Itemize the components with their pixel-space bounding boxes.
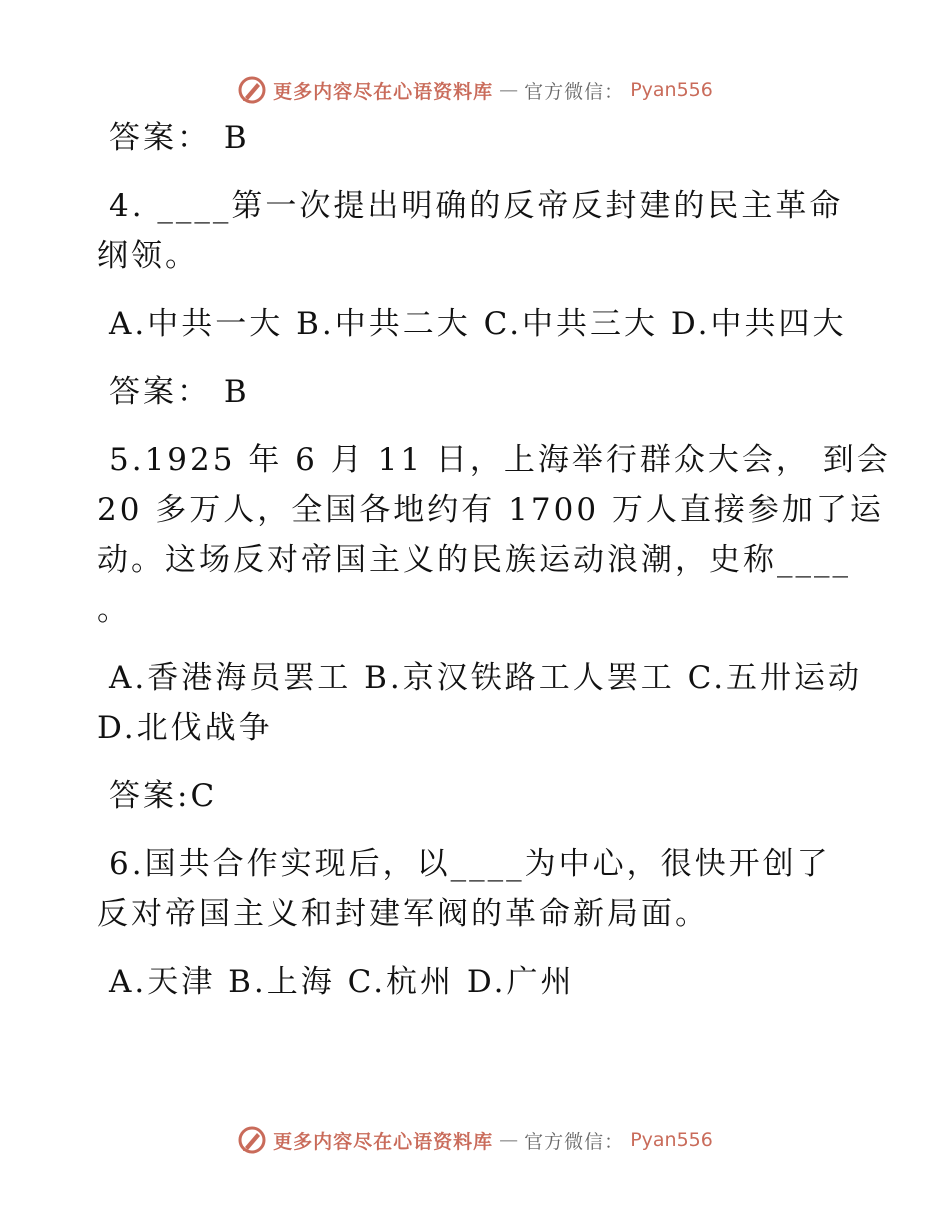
watermark-dash: —: [499, 79, 519, 101]
document-body: [97, 118, 891, 1002]
question-5-line-2: 20 多万人，全国各地约有 1700 万人直接参加了运: [97, 492, 884, 528]
header-watermark: [0, 72, 950, 108]
answer-4: 答案： B: [109, 374, 250, 410]
question-6-options: A.天津 B.上海 C.杭州 D.广州: [109, 964, 575, 1000]
pen-logo-icon: [237, 75, 267, 105]
question-5-line-4: 。: [97, 592, 131, 628]
question-5-line-1: 5.1925 年 6 月 11 日，上海举行群众大会， 到会: [109, 442, 891, 478]
watermark-wechat-label: 官方微信：: [524, 80, 625, 103]
footer-watermark: [0, 1122, 950, 1158]
watermark-wechat-label: 官方微信：: [524, 1130, 625, 1153]
question-5-options-line-2: D.北伐战争: [97, 710, 273, 746]
answer-5: 答案:C: [109, 778, 218, 814]
question-4-line-1: 4. ____第一次提出明确的反帝反封建的民主革命: [109, 188, 844, 224]
pen-logo-icon: [237, 1125, 267, 1155]
watermark-wechat-id: Pyan556: [630, 1129, 713, 1151]
question-4-options: A.中共一大 B.中共二大 C.中共三大 D.中共四大: [109, 306, 847, 342]
watermark-wechat-id: Pyan556: [630, 79, 713, 101]
watermark-text: 更多内容尽在心语资料库: [273, 1130, 494, 1153]
answer-3: 答案： B: [109, 120, 250, 156]
question-6-line-2: 反对帝国主义和封建军阀的革命新局面。: [97, 896, 709, 932]
question-5-line-3: 动。这场反对帝国主义的民族运动浪潮，史称____: [97, 542, 851, 578]
watermark-text: 更多内容尽在心语资料库: [273, 80, 494, 103]
question-5-options-line-1: A.香港海员罢工 B.京汉铁路工人罢工 C.五卅运动: [109, 660, 863, 696]
watermark-dash: —: [499, 1129, 519, 1151]
question-6-line-1: 6.国共合作实现后，以____为中心，很快开创了: [109, 846, 831, 882]
question-4-line-2: 纲领。: [97, 238, 199, 274]
